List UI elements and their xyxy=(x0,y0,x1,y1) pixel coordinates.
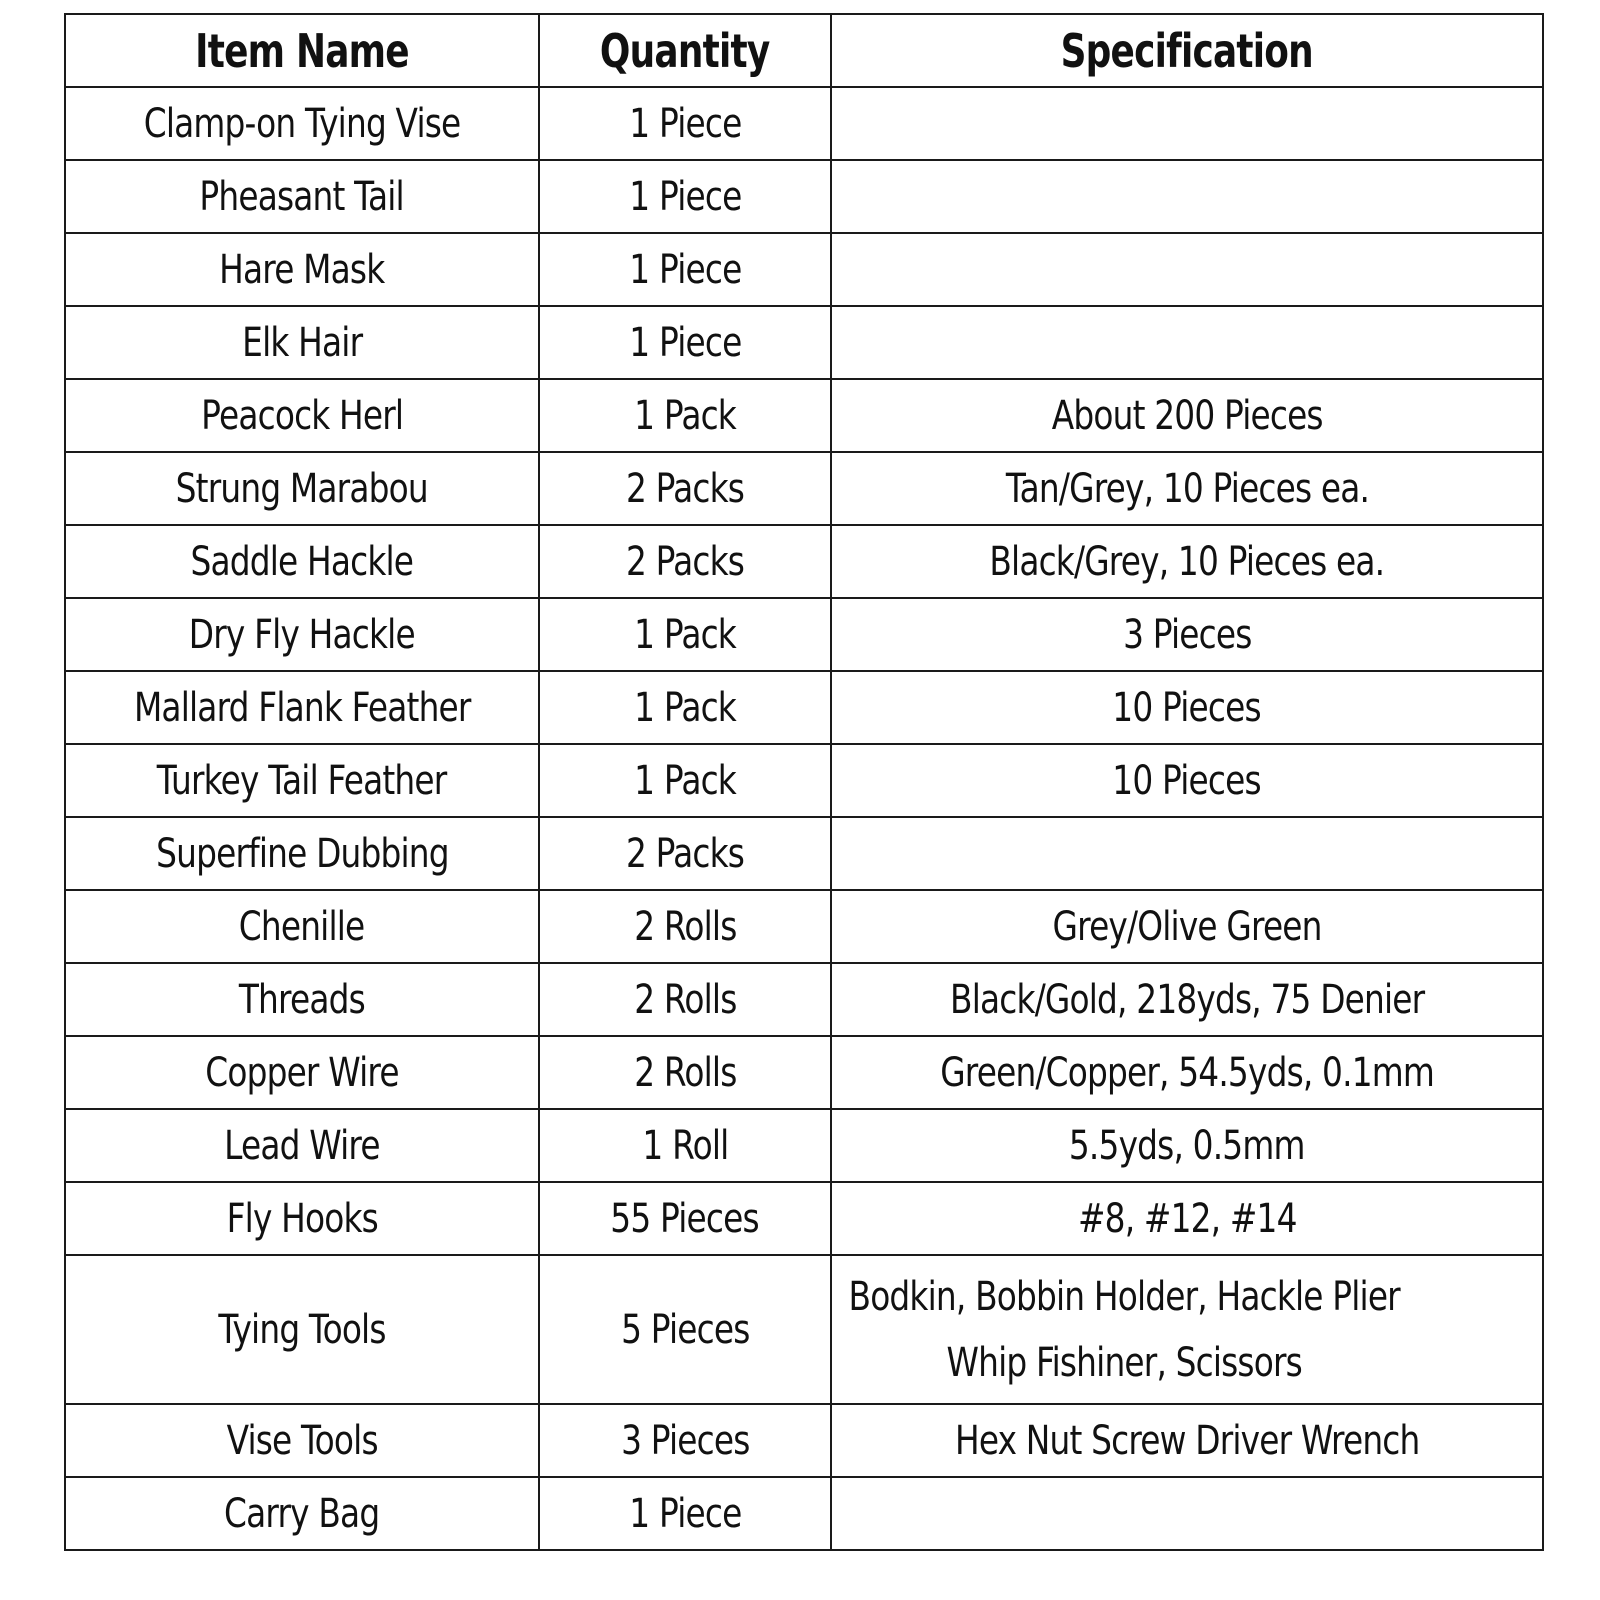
quantity: 1 Pack xyxy=(634,684,736,731)
item-name: Fly Hooks xyxy=(226,1195,378,1242)
table-row xyxy=(65,1255,1543,1404)
item-name: Strung Marabou xyxy=(175,465,429,512)
quantity: 1 Piece xyxy=(628,100,742,147)
header-quantity-label: Quantity xyxy=(600,23,770,78)
quantity-cell xyxy=(539,963,831,1036)
specification-cell xyxy=(831,233,1543,306)
specification-cell xyxy=(831,379,1543,452)
quantity-cell xyxy=(539,379,831,452)
specification: Black/Gold, 218yds, 75 Denier xyxy=(949,976,1425,1023)
item-name-cell xyxy=(65,890,539,963)
specification-line: Bodkin, Bobbin Holder, Hackle Plier xyxy=(848,1273,1400,1320)
table-row xyxy=(65,817,1543,890)
item-name: Superfine Dubbing xyxy=(155,830,449,877)
item-name-cell xyxy=(65,452,539,525)
item-name-cell xyxy=(65,379,539,452)
inventory-table xyxy=(64,13,1544,1551)
item-name: Threads xyxy=(238,976,366,1023)
quantity-cell xyxy=(539,525,831,598)
quantity-cell xyxy=(539,1477,831,1550)
specification-cell xyxy=(831,306,1543,379)
table-row xyxy=(65,1477,1543,1550)
item-name-cell xyxy=(65,160,539,233)
item-name: Peacock Herl xyxy=(200,392,404,439)
quantity: 2 Packs xyxy=(625,830,745,877)
quantity: 1 Pack xyxy=(634,392,736,439)
specification: Tan/Grey, 10 Pieces ea. xyxy=(1005,465,1369,512)
table-body xyxy=(65,87,1543,1550)
header-specification xyxy=(831,14,1543,87)
item-name: Dry Fly Hackle xyxy=(188,611,415,658)
item-name: Pheasant Tail xyxy=(199,173,405,220)
specification: 3 Pieces xyxy=(1122,611,1252,658)
item-name-cell xyxy=(65,1255,539,1404)
item-name-cell xyxy=(65,1036,539,1109)
quantity-cell xyxy=(539,233,831,306)
specification-cell xyxy=(831,87,1543,160)
item-name-cell xyxy=(65,671,539,744)
specification-cell xyxy=(831,1477,1543,1550)
specification-cell xyxy=(831,890,1543,963)
item-name: Hare Mask xyxy=(219,246,385,293)
inventory-table-container xyxy=(64,13,1542,1551)
item-name-cell xyxy=(65,1404,539,1477)
item-name-cell xyxy=(65,1182,539,1255)
quantity: 2 Packs xyxy=(625,465,745,512)
item-name-cell xyxy=(65,87,539,160)
quantity: 2 Rolls xyxy=(633,976,737,1023)
table-row xyxy=(65,525,1543,598)
specification-cell xyxy=(831,1404,1543,1477)
quantity-cell xyxy=(539,1182,831,1255)
item-name-cell xyxy=(65,306,539,379)
specification: 10 Pieces xyxy=(1112,757,1262,804)
quantity: 2 Rolls xyxy=(633,903,737,950)
header-quantity xyxy=(539,14,831,87)
specification-cell xyxy=(831,452,1543,525)
item-name: Copper Wire xyxy=(205,1049,399,1096)
quantity-cell xyxy=(539,671,831,744)
quantity-cell xyxy=(539,1036,831,1109)
specification-cell xyxy=(831,160,1543,233)
header-specification-label: Specification xyxy=(1060,23,1314,78)
quantity: 2 Rolls xyxy=(633,1049,737,1096)
quantity: 1 Piece xyxy=(628,246,742,293)
specification: 5.5yds, 0.5mm xyxy=(1069,1122,1305,1169)
item-name: Vise Tools xyxy=(226,1417,378,1464)
quantity: 1 Piece xyxy=(628,173,742,220)
quantity-cell xyxy=(539,890,831,963)
specification-cell xyxy=(831,1255,1543,1404)
item-name-cell xyxy=(65,1109,539,1182)
specification: Green/Copper, 54.5yds, 0.1mm xyxy=(940,1049,1434,1096)
specification-cell xyxy=(831,598,1543,671)
quantity-cell xyxy=(539,160,831,233)
specification: Hex Nut Screw Driver Wrench xyxy=(954,1417,1420,1464)
item-name-cell xyxy=(65,233,539,306)
specification-cell xyxy=(831,817,1543,890)
specification-line: Whip Fishiner, Scissors xyxy=(946,1339,1302,1386)
specification: #8, #12, #14 xyxy=(1077,1195,1297,1242)
table-row xyxy=(65,379,1543,452)
quantity: 1 Pack xyxy=(634,757,736,804)
item-name: Carry Bag xyxy=(224,1490,380,1537)
quantity: 1 Pack xyxy=(634,611,736,658)
table-row xyxy=(65,598,1543,671)
specification-cell xyxy=(831,525,1543,598)
item-name-cell xyxy=(65,963,539,1036)
quantity: 1 Piece xyxy=(628,1490,742,1537)
quantity-cell xyxy=(539,817,831,890)
table-row xyxy=(65,671,1543,744)
item-name-cell xyxy=(65,525,539,598)
table-header xyxy=(65,14,1543,87)
quantity-cell xyxy=(539,87,831,160)
specification-cell xyxy=(831,671,1543,744)
quantity-cell xyxy=(539,744,831,817)
item-name-cell xyxy=(65,1477,539,1550)
specification: Black/Grey, 10 Pieces ea. xyxy=(989,538,1385,585)
quantity: 3 Pieces xyxy=(620,1417,750,1464)
header-row xyxy=(65,14,1543,87)
quantity-cell xyxy=(539,598,831,671)
item-name: Turkey Tail Feather xyxy=(157,757,447,804)
table-row xyxy=(65,160,1543,233)
specification-cell xyxy=(831,1182,1543,1255)
header-item-name xyxy=(65,14,539,87)
quantity: 5 Pieces xyxy=(620,1306,750,1353)
specification: 10 Pieces xyxy=(1112,684,1262,731)
quantity: 1 Piece xyxy=(628,319,742,366)
specification-cell xyxy=(831,963,1543,1036)
quantity: 55 Pieces xyxy=(610,1195,760,1242)
quantity-cell xyxy=(539,1255,831,1404)
table-row xyxy=(65,1036,1543,1109)
item-name: Mallard Flank Feather xyxy=(133,684,471,731)
table-row xyxy=(65,744,1543,817)
item-name: Tying Tools xyxy=(218,1306,386,1353)
quantity-cell xyxy=(539,452,831,525)
table-row xyxy=(65,87,1543,160)
item-name-cell xyxy=(65,817,539,890)
item-name-cell xyxy=(65,744,539,817)
quantity: 2 Packs xyxy=(625,538,745,585)
item-name: Lead Wire xyxy=(224,1122,380,1169)
item-name: Saddle Hackle xyxy=(190,538,414,585)
table-row xyxy=(65,1109,1543,1182)
table-row xyxy=(65,890,1543,963)
item-name-cell xyxy=(65,598,539,671)
quantity-cell xyxy=(539,306,831,379)
quantity: 1 Roll xyxy=(641,1122,728,1169)
item-name: Chenille xyxy=(239,903,365,950)
item-name: Clamp-on Tying Vise xyxy=(143,100,461,147)
specification-cell xyxy=(831,1109,1543,1182)
table-row xyxy=(65,1182,1543,1255)
specification: Grey/Olive Green xyxy=(1052,903,1322,950)
specification-cell xyxy=(831,1036,1543,1109)
table-row xyxy=(65,1404,1543,1477)
table-row xyxy=(65,233,1543,306)
quantity-cell xyxy=(539,1404,831,1477)
item-name: Elk Hair xyxy=(241,319,363,366)
table-row xyxy=(65,963,1543,1036)
table-row xyxy=(65,306,1543,379)
table-row xyxy=(65,452,1543,525)
quantity-cell xyxy=(539,1109,831,1182)
specification: About 200 Pieces xyxy=(1051,392,1323,439)
header-item-name-label: Item Name xyxy=(195,23,409,78)
specification-cell xyxy=(831,744,1543,817)
